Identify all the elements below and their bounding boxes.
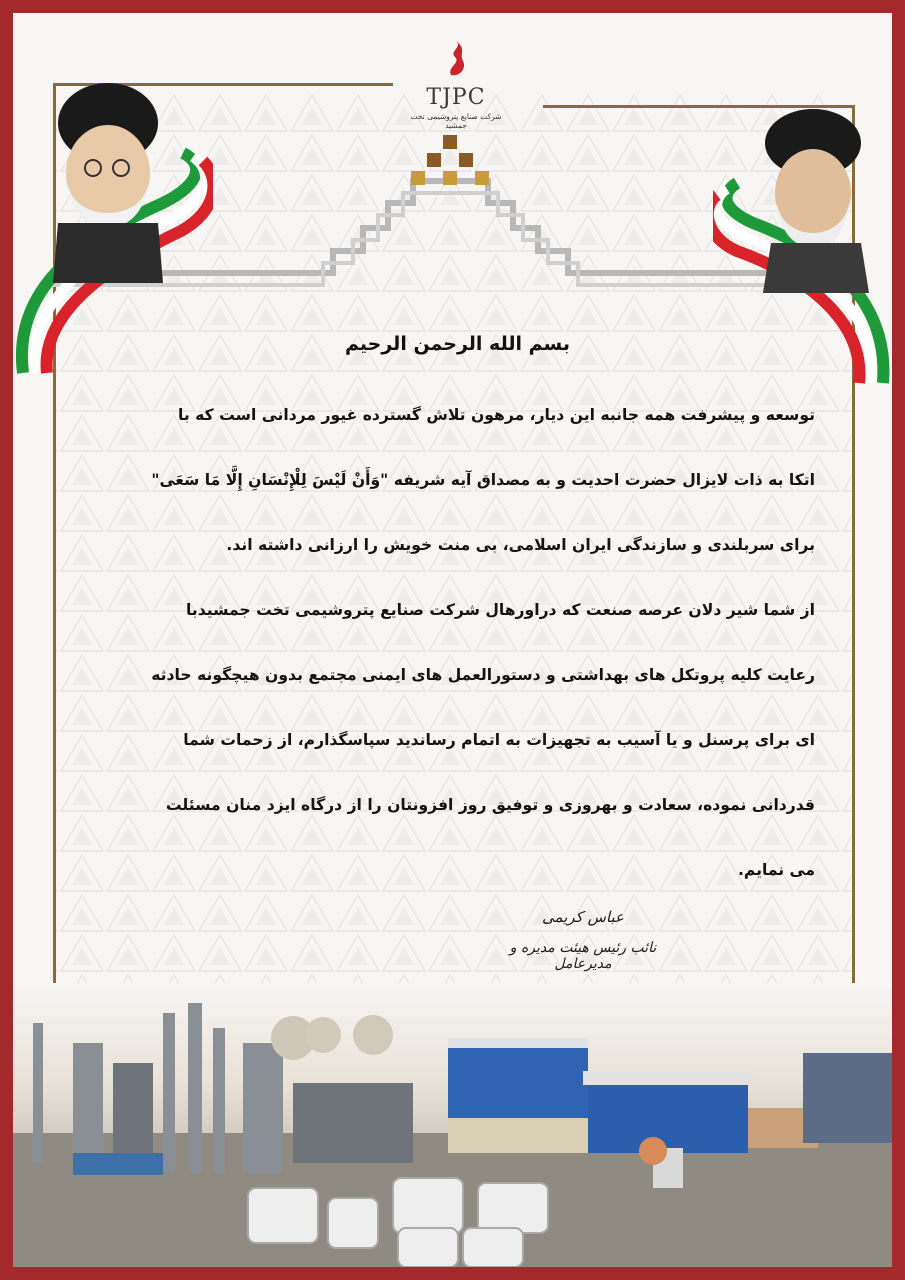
signatory-title: نائب رئیس هیئت مدیره و مدیرعامل [509, 940, 657, 972]
letter-line: برای سربلندی و سازندگی ایران اسلامی، بی منت خویش را ارزانی داشته اند. [226, 536, 815, 554]
letter-line: توسعه و پیشرفت همه جانبه این دیار، مرهون تلاش گسترده غیور مردانی است که با [178, 406, 815, 424]
letter-body [100, 333, 815, 903]
letter-line: قدردانی نموده، سعادت و بهروزی و توفیق روز افزونتان را از درگاه ایزد منان مسئلت [165, 796, 815, 814]
company-logo [409, 39, 503, 130]
letter-paragraphs [100, 383, 815, 903]
logo-text: TJPC [426, 85, 486, 110]
letter-line: ای برای پرسنل و یا آسیب به تجهیزات به اتمام رساندید سپاسگذارم، از زحمات شما [183, 731, 815, 749]
certificate-page [13, 13, 892, 1267]
letter-line: از شما شیر دلان عرصه صنعت که دراورهال شرکت صنایع پتروشیمی تخت جمشیدبا [186, 601, 815, 619]
flame-icon [441, 39, 471, 79]
signatory-name: عباس کریمی [542, 908, 624, 926]
letter-heading: بسم الله الرحمن الرحیم [345, 333, 570, 355]
petrochemical-plant-image [13, 983, 892, 1267]
signature-block [483, 908, 683, 972]
logo-company-name: شرکت صنایع پتروشیمی تخت جمشید [410, 112, 502, 130]
letter-line: رعایت کلیه پروتکل های بهداشتی و دستورالعمل های ایمنی مجتمع بدون هیچگونه حادثه [151, 666, 815, 684]
letter-line: می نمایم. [737, 861, 815, 879]
letter-line: اتکا به ذات لایزال حضرت احدیت و به مصداق آیه شریفه "وَأَنْ لَيْسَ لِلْإِنْسَانِ إِلَّا مَا سَعَى" [151, 471, 815, 489]
